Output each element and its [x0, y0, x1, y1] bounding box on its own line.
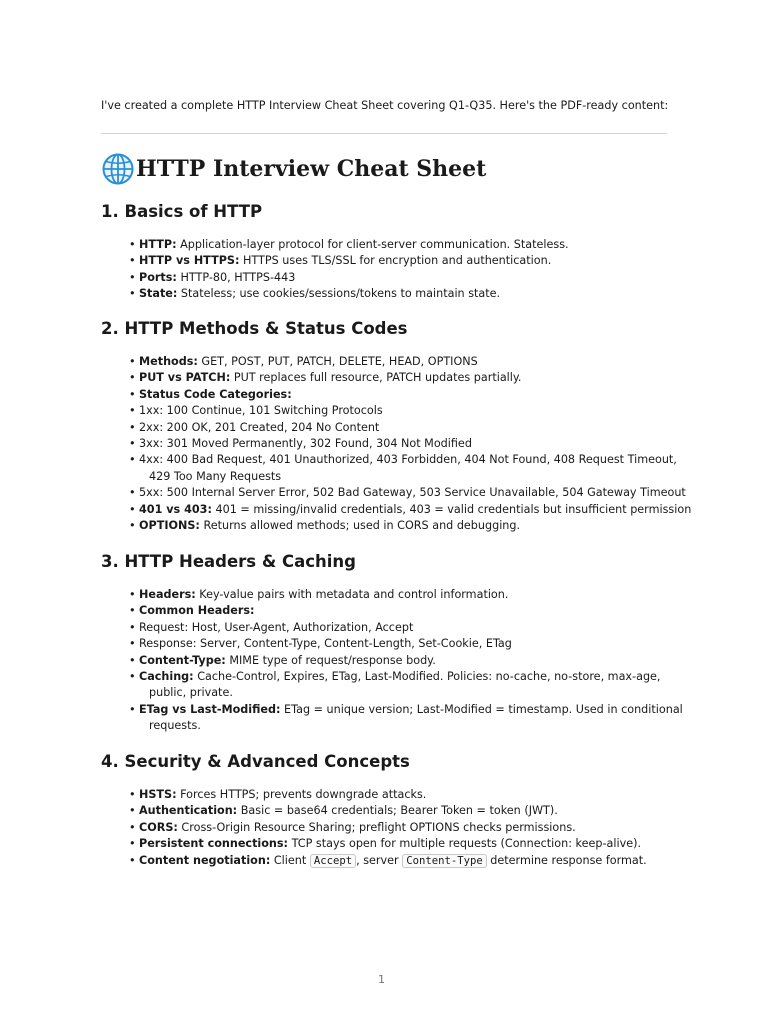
list-item: • Response: Server, Content-Type, Content-Length, Set-Cookie, ETag — [129, 637, 512, 651]
inline-code: Content-Type — [402, 854, 487, 868]
horizontal-rule — [101, 133, 667, 134]
list-item: • Headers: Key-value pairs with metadata and control information. — [129, 588, 509, 601]
list-item: • ETag vs Last-Modified: ETag = unique version; Last-Modified = timestamp. Used in conditional requests. — [129, 702, 683, 733]
list-item: • Persistent connections: TCP stays open for multiple requests (Connection: keep-alive). — [129, 837, 642, 851]
bullet-list — [101, 587, 683, 735]
section-basics — [101, 201, 667, 303]
list-item: • 2xx: 200 OK, 201 Created, 204 No Content — [129, 420, 380, 434]
bullet-list — [101, 787, 667, 869]
bullet-list — [101, 354, 692, 534]
list-item: • Ports: HTTP-80, HTTPS-443 — [129, 270, 296, 284]
page-title-text: HTTP Interview Cheat Sheet — [136, 156, 487, 182]
list-item: • Request: Host, User-Agent, Authorization, Accept — [129, 620, 414, 634]
section-heading: 1. Basics of HTTP — [101, 202, 263, 221]
list-item: • 401 vs 403: 401 = missing/invalid credentials, 403 = valid credentials but insufficient permission — [129, 502, 692, 516]
globe-icon — [101, 152, 135, 186]
list-item: • HTTP vs HTTPS: HTTPS uses TLS/SSL for encryption and authentication. — [129, 254, 552, 268]
page-number: 1 — [378, 973, 385, 986]
intro-text: I've created a complete HTTP Interview Cheat Sheet covering Q1-Q35. Here's the PDF-ready content: — [101, 99, 669, 112]
list-item: • 4xx: 400 Bad Request, 401 Unauthorized, 403 Forbidden, 404 Not Found, 408 Request Timeout, 429 Too Many Requests — [129, 453, 677, 483]
list-item: • Common Headers: — [129, 604, 255, 618]
section-methods-status — [101, 318, 692, 534]
list-item: • PUT vs PATCH: PUT replaces full resource, PATCH updates partially. — [129, 371, 522, 385]
list-item: • CORS: Cross-Origin Resource Sharing; preflight OPTIONS checks permissions. — [129, 820, 576, 834]
list-item: • 5xx: 500 Internal Server Error, 502 Bad Gateway, 503 Service Unavailable, 504 Gateway Timeout — [129, 486, 686, 500]
list-item: • State: Stateless; use cookies/sessions/tokens to maintain state. — [129, 287, 501, 301]
list-item: • HSTS: Forces HTTPS; prevents downgrade attacks. — [129, 788, 427, 801]
list-item: • Content-Type: MIME type of request/response body. — [129, 653, 436, 667]
list-item: • 1xx: 100 Continue, 101 Switching Protocols — [129, 404, 383, 418]
section-headers-caching — [101, 551, 683, 735]
inline-code: Accept — [310, 854, 356, 868]
list-item: • Methods: GET, POST, PUT, PATCH, DELETE, HEAD, OPTIONS — [129, 355, 478, 368]
list-item: • 3xx: 301 Moved Permanently, 302 Found, 304 Not Modified — [129, 437, 472, 451]
section-heading: 3. HTTP Headers & Caching — [101, 552, 356, 571]
list-item: • Authentication: Basic = base64 credentials; Bearer Token = token (JWT). — [129, 804, 558, 818]
page-title — [101, 152, 486, 186]
section-heading: 2. HTTP Methods & Status Codes — [101, 319, 408, 338]
bullet-list — [101, 237, 667, 303]
list-item: • HTTP: Application-layer protocol for client-server communication. Stateless. — [129, 238, 569, 251]
section-security — [101, 751, 667, 869]
list-item: • OPTIONS: Returns allowed methods; used in CORS and debugging. — [129, 519, 521, 533]
section-heading: 4. Security & Advanced Concepts — [101, 752, 410, 771]
list-item: • Caching: Cache-Control, Expires, ETag, Last-Modified. Policies: no-cache, no-store, max-age, public, private. — [129, 670, 661, 700]
list-item: • Status Code Categories: — [129, 387, 292, 401]
list-item: • Content negotiation: Client Accept , server Content-Type determine response format. — [129, 853, 647, 867]
